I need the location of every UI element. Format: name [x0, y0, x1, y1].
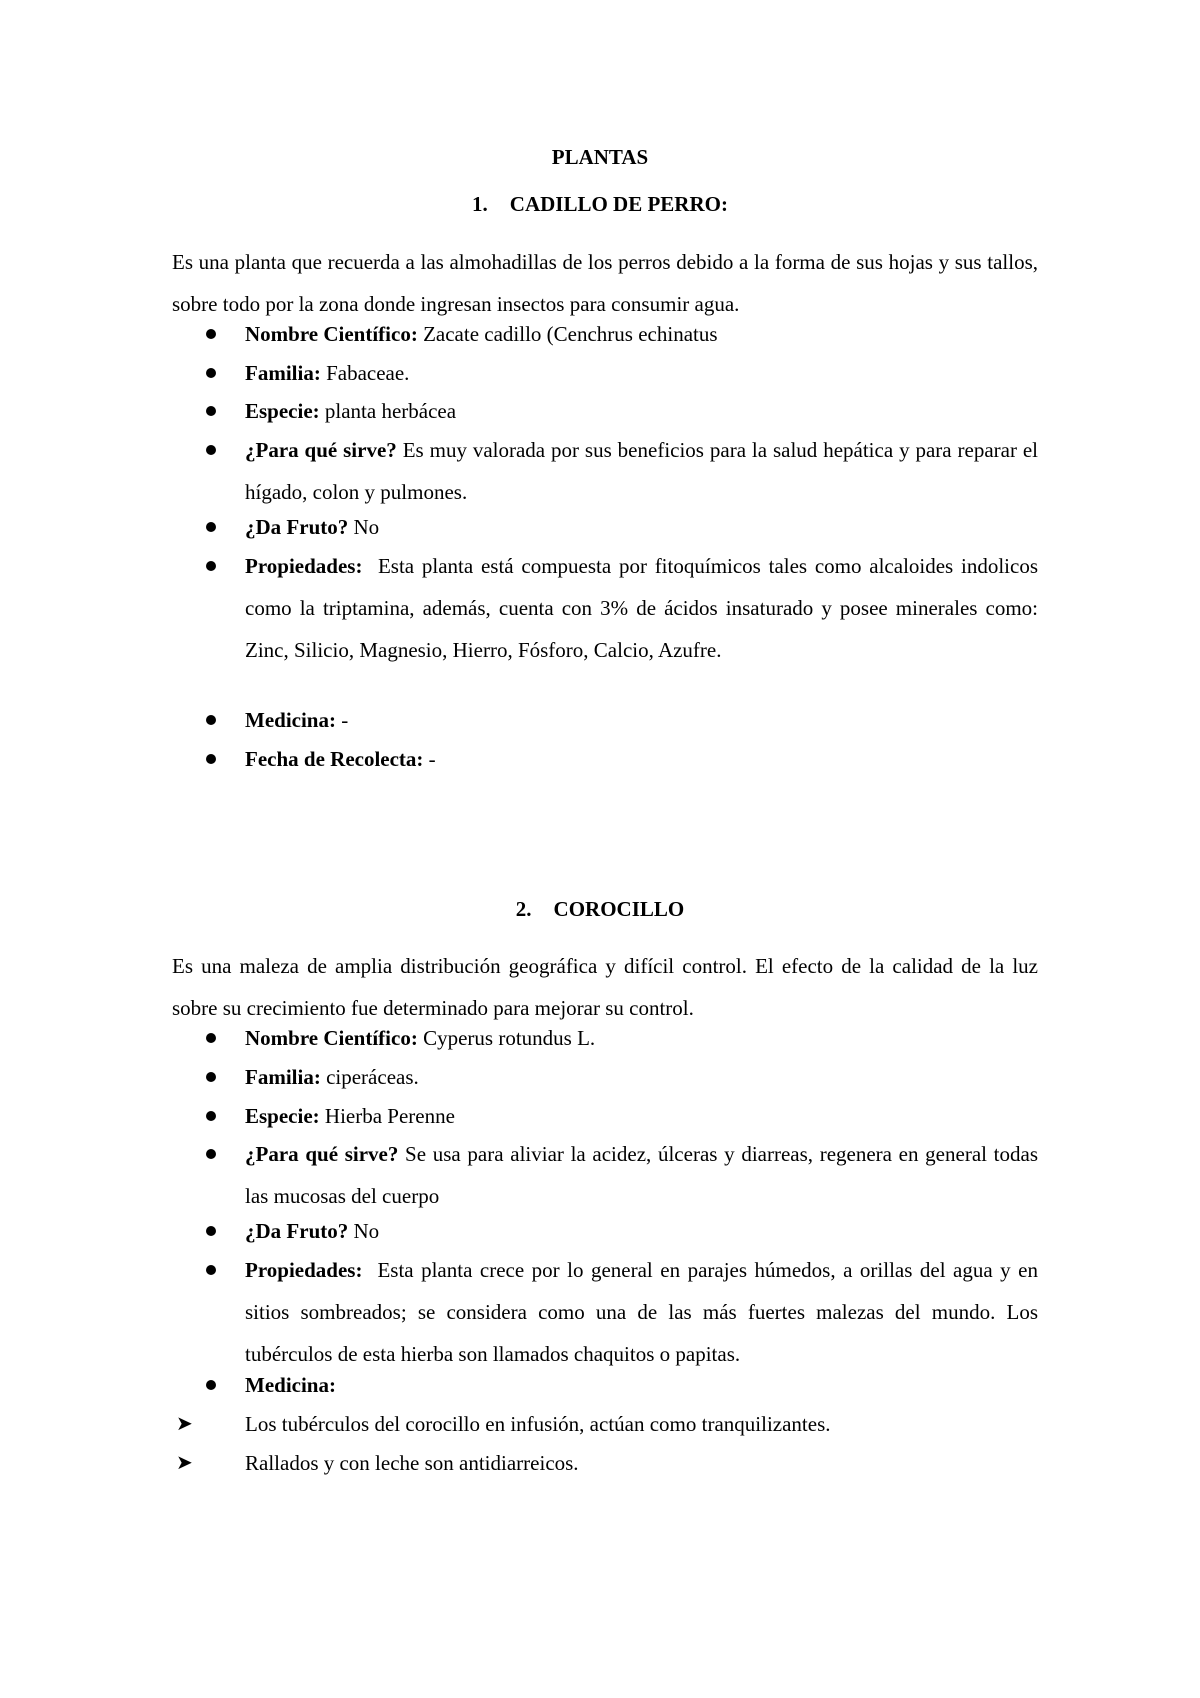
item-value: planta herbácea: [319, 399, 457, 423]
bullet-icon: [206, 1056, 220, 1098]
item-value: Cyperus rotundus L.: [417, 1026, 596, 1050]
bullet-item: [172, 313, 1038, 355]
item-value: Esta planta crece por lo general en parajes húmedos, a orillas del agua y en sitios sombreados; se considera como una de las más fuertes malezas del mundo. Los tubérculos de esta hierba son llamados chaquitos o papitas.: [245, 1258, 1044, 1366]
item-label: ¿Para qué sirve?: [245, 438, 397, 462]
bullet-item: [172, 1133, 1038, 1217]
bullet-icon: [206, 1095, 220, 1137]
bullet-icon: [206, 1210, 220, 1252]
document-title: PLANTAS: [551, 145, 649, 169]
bullet-item: [172, 1095, 1038, 1137]
bullet-item: [172, 738, 1038, 780]
bullet-icon: [206, 313, 220, 355]
item-value: -: [335, 708, 349, 732]
bullet-icon: [206, 1133, 220, 1175]
bullet-item: [172, 1210, 1038, 1252]
item-label: Propiedades:: [245, 554, 363, 578]
item-value: Hierba Perenne: [319, 1104, 455, 1128]
section-title: CADILLO DE PERRO:: [509, 192, 728, 216]
bullet-item: [172, 699, 1038, 741]
bullet-item: [172, 1017, 1038, 1059]
arrow-item-text: Los tubérculos del corocillo en infusión, actúan como tranquilizantes.: [245, 1412, 831, 1436]
item-label: ¿Da Fruto?: [245, 1219, 349, 1243]
section-intro-2: Es una maleza de amplia distribución geográfica y difícil control. El efecto de la calidad de la luz sobre su crecimiento fue determinado para mejorar su control.: [172, 954, 1038, 1020]
item-label: Medicina:: [245, 708, 336, 732]
bullet-icon: [206, 699, 220, 741]
item-value: No: [348, 515, 380, 539]
section-number: 1.: [472, 192, 488, 216]
bullet-icon: [206, 738, 220, 780]
arrow-item-text: Rallados y con leche son antidiarreicos.: [245, 1451, 579, 1475]
item-label: ¿Para qué sirve?: [245, 1142, 399, 1166]
bullet-icon: [206, 352, 220, 394]
section-title: COROCILLO: [553, 897, 685, 921]
item-value: Se usa para aliviar la acidez, úlceras y diarreas, regenera en general todas las mucosas del cuerpo: [245, 1142, 1038, 1208]
item-label: Familia:: [245, 361, 321, 385]
item-value: ciperáceas.: [320, 1065, 419, 1089]
bullet-icon: [206, 390, 220, 432]
item-label: Propiedades:: [245, 1258, 363, 1282]
item-value: -: [423, 747, 436, 771]
bullet-item: [172, 506, 1038, 548]
bullet-item: [172, 545, 1044, 671]
item-label: Familia:: [245, 1065, 321, 1089]
item-label: Nombre Científico:: [245, 1026, 418, 1050]
item-label: ¿Da Fruto?: [245, 515, 349, 539]
bullet-icon: [206, 429, 220, 471]
item-label: Nombre Científico:: [245, 322, 418, 346]
bullet-icon: [206, 1017, 220, 1059]
item-label: Medicina:: [245, 1373, 336, 1397]
arrow-item: [172, 1442, 1038, 1484]
item-label: Fecha de Recolecta:: [245, 747, 424, 771]
arrow-bullet-icon: ➤: [176, 1452, 193, 1474]
item-value: Zacate cadillo (Cenchrus echinatus: [417, 322, 718, 346]
bullet-item: [172, 390, 1038, 432]
bullet-icon: [206, 1249, 220, 1291]
item-value: Fabaceae.: [320, 361, 410, 385]
bullet-item: [172, 352, 1038, 394]
arrow-item: [172, 1403, 1038, 1445]
bullet-item: [172, 1364, 1038, 1406]
bullet-item: [172, 1249, 1044, 1375]
section-number: 2.: [515, 897, 532, 921]
section-heading-2: [0, 897, 1200, 922]
arrow-bullet-icon: ➤: [176, 1413, 193, 1435]
item-value: Es muy valorada por sus beneficios para la salud hepática y para reparar el hígado, colon y pulmones.: [245, 438, 1039, 504]
bullet-item: [172, 429, 1038, 513]
section-heading-1: [0, 192, 1200, 217]
item-value: No: [348, 1219, 380, 1243]
bullet-icon: [206, 506, 220, 548]
item-label: Especie:: [245, 1104, 320, 1128]
item-value: Esta planta está compuesta por fitoquímicos tales como alcaloides indolicos como la triptamina, además, cuenta con 3% de ácidos insaturado y posee minerales como: Zinc, Silicio, Magnesio, Hierro, Fósforo, Calcio, Azufre.: [245, 554, 1044, 662]
bullet-icon: [206, 545, 220, 587]
item-label: Especie:: [245, 399, 320, 423]
bullet-item: [172, 1056, 1038, 1098]
section-intro-1: Es una planta que recuerda a las almohadillas de los perros debido a la forma de sus hojas y sus tallos, sobre todo por la zona donde ingresan insectos para consumir agua.: [172, 250, 1038, 316]
bullet-icon: [206, 1364, 220, 1406]
